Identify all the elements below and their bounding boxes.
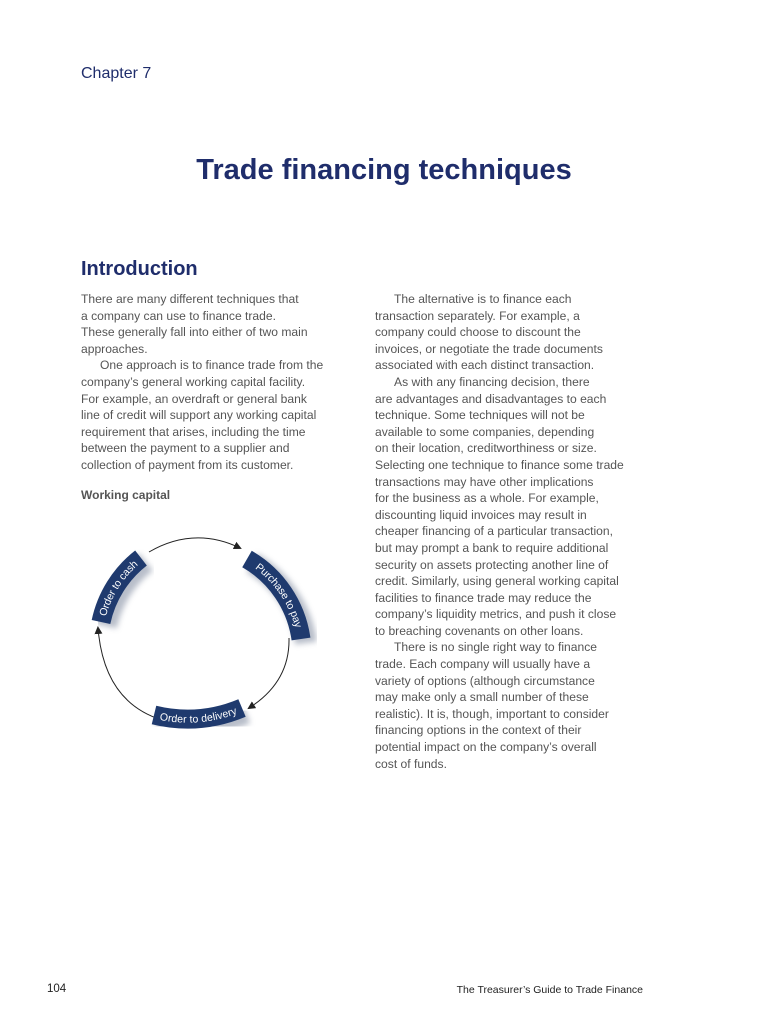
- paragraph-line: These generally fall into either of two main: [81, 325, 308, 340]
- paragraph-line: financing options in the context of their: [375, 723, 582, 738]
- arrow-left: [98, 628, 162, 720]
- paragraph-line: realistic). It is, though, important to consider: [375, 706, 609, 721]
- paragraph-line: company’s liquidity metrics, and push it close: [375, 607, 617, 622]
- paragraph-line: cost of funds.: [375, 756, 447, 771]
- label-order-to-cash: Order to cash: [97, 558, 141, 618]
- label-purchase-to-pay: Purchase to pay: [253, 561, 305, 630]
- paragraph-line: credit. Similarly, using general working capital: [375, 574, 619, 589]
- paragraph-line: are advantages and disadvantages to each: [375, 391, 607, 406]
- paragraph-line: line of credit will support any working capital: [81, 408, 317, 423]
- paragraph-line: between the payment to a supplier and: [81, 441, 290, 456]
- paragraph-line: company’s general working capital facility.: [81, 374, 306, 389]
- paragraph-line: to breaching covenants on other loans.: [375, 623, 584, 638]
- paragraph-line: but may prompt a bank to require additional: [375, 540, 609, 555]
- paragraph-line: There are many different techniques that: [81, 292, 299, 306]
- paragraph-line: potential impact on the company’s overall: [375, 740, 597, 755]
- working-capital-diagram: [84, 530, 320, 740]
- paragraph-line: company could choose to discount the: [375, 325, 581, 340]
- paragraph-line: for the business as a whole. For example,: [375, 491, 599, 506]
- paragraph-line: discounting liquid invoices may result in: [375, 507, 587, 522]
- paragraph-line: variety of options (although circumstance: [375, 673, 595, 688]
- chapter-title: Trade financing techniques: [196, 154, 572, 186]
- paragraph-line: technique. Some techniques will not be: [375, 408, 585, 423]
- paragraph-line: available to some companies, depending: [375, 424, 595, 439]
- paragraph-line: invoices, or negotiate the trade documents: [375, 341, 603, 356]
- paragraph-line: a company can use to finance trade.: [81, 308, 276, 323]
- right-column: [375, 291, 645, 772]
- arrow-right: [249, 638, 289, 708]
- chapter-label: Chapter 7: [81, 65, 152, 82]
- paragraph-line: approaches.: [81, 341, 148, 356]
- paragraph-line: transaction separately. For example, a: [375, 308, 580, 323]
- label-order-to-delivery: Order to delivery: [158, 705, 239, 726]
- paragraph-line: may make only a small number of these: [375, 690, 589, 705]
- page-number: 104: [47, 983, 67, 995]
- running-footer-title: The Treasurer’s Guide to Trade Finance: [456, 984, 643, 996]
- paragraph-line: There is no single right way to finance: [394, 640, 598, 655]
- paragraph-line: requirement that arises, including the time: [81, 424, 306, 439]
- paragraph-line: facilities to finance trade may reduce the: [375, 590, 592, 605]
- paragraph-line: on their location, creditworthiness or size.: [375, 441, 597, 456]
- paragraph-line: security on assets protecting another line of: [375, 557, 609, 572]
- paragraph-line: transactions may have other implications: [375, 474, 594, 489]
- figure-caption: Working capital: [81, 488, 171, 502]
- paragraph-line: collection of payment from its customer.: [81, 457, 294, 472]
- band-order-to-delivery: [154, 705, 246, 726]
- section-heading: Introduction: [81, 258, 198, 280]
- band-purchase-to-pay: [247, 559, 306, 643]
- paragraph-line: cheaper financing of a particular transaction,: [375, 524, 613, 539]
- band-order-to-cash: [97, 558, 146, 626]
- paragraph-line: associated with each distinct transaction.: [375, 358, 595, 373]
- paragraph-line: As with any financing decision, there: [394, 374, 590, 389]
- paragraph-line: trade. Each company will usually have a: [375, 657, 591, 672]
- arrow-top: [149, 538, 240, 552]
- paragraph-line: One approach is to finance trade from the: [100, 358, 324, 373]
- paragraph-line: The alternative is to finance each: [394, 292, 572, 306]
- paragraph-line: Selecting one technique to finance some trade: [375, 457, 624, 472]
- left-column: [81, 291, 349, 474]
- paragraph-line: For example, an overdraft or general bank: [81, 391, 307, 406]
